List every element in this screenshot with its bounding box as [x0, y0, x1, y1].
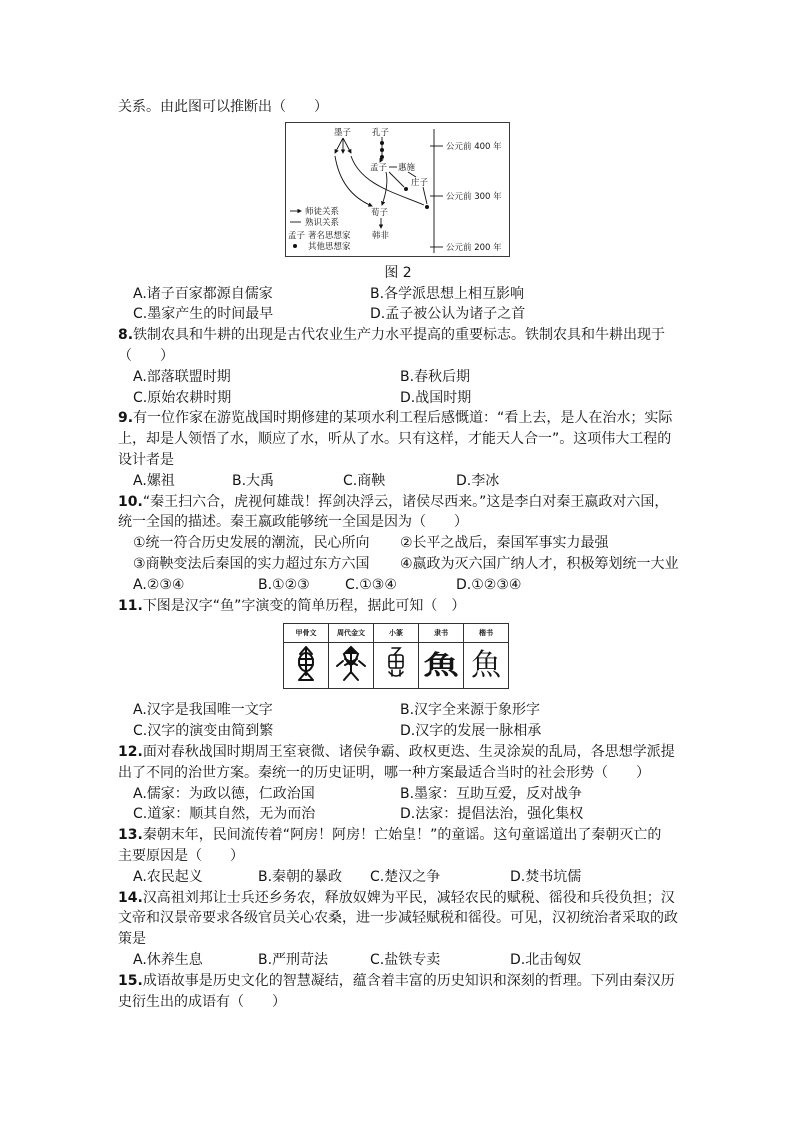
figure-2-thinkers-diagram: [285, 122, 510, 257]
q9-line-1: [118, 408, 718, 429]
q14-option-a: A.休养生息: [133, 951, 203, 968]
legend-teacher-student: 师徒关系: [305, 206, 340, 217]
other-thinker-dots: [380, 141, 429, 209]
zhuangzi-to-other-line: [423, 187, 427, 204]
q10-option-b: B.①②③: [258, 576, 310, 593]
legend-acquaintance: 熟识关系: [305, 217, 340, 228]
thinkers-relationship-svg: [286, 123, 509, 256]
other-thinker-dot: [380, 155, 384, 159]
thinker-hanfei: 韩非: [372, 230, 390, 241]
q12-option-d: D.法家：提倡法治，强化集权: [400, 806, 584, 823]
q11-options-row-1: [118, 700, 718, 721]
q11-option-a: A.汉字是我国唯一文字: [133, 702, 273, 719]
q13-line-2: 主要原因是（ ）: [118, 847, 244, 864]
q10-statement-1: ①统一符合历史发展的潮流，民心所向: [133, 535, 370, 552]
mozi-student-arrow-3: [343, 138, 351, 153]
other-thinker-dot: [380, 141, 384, 145]
header-regular: 楷书: [464, 624, 509, 643]
table-glyph-row: [284, 643, 509, 689]
q13-option-c: C.楚汉之争: [370, 868, 441, 885]
q11-options-row-2: [118, 721, 718, 742]
q10-line-2: 统一全国的描述。秦王嬴政能够统一全国是因为（ ）: [118, 514, 468, 531]
q12-option-b: B.墨家：互助互爱，反对战争: [400, 785, 583, 802]
q13-options-row: [118, 867, 718, 888]
q11-option-d: D.汉字的发展一脉相承: [400, 723, 542, 740]
q7-option-b: B.各学派思想上相互影响: [370, 285, 525, 302]
legend-other: 其他思想家: [308, 241, 351, 252]
q13-option-d: D.焚书坑儒: [510, 868, 582, 885]
table-header-row: [284, 624, 509, 643]
timeline-label-200bc: 公元前 200 年: [446, 242, 502, 253]
q14-option-d: D.北击匈奴: [510, 951, 582, 968]
q9-option-a: A.嫘祖: [133, 472, 175, 489]
q14-options-row: [118, 950, 718, 971]
q14-option-b: B.严刑苛法: [258, 951, 329, 968]
thinker-mengzi: 孟子: [370, 162, 388, 173]
q9-text-1: 有一位作家在游览战国时期修建的某项水利工程后感慨道：“看上去，是人在治水；实际: [133, 410, 673, 427]
q13-option-a: A.农民起义: [133, 868, 203, 885]
q8-line-2: （ ）: [118, 347, 174, 364]
q13-number: 13.: [118, 827, 143, 844]
legend-famous: 著名思想家: [308, 230, 351, 241]
figure-legend: [288, 206, 351, 252]
oracle-bone-cell: [284, 643, 329, 689]
q10-statements-row-2: [118, 554, 718, 575]
q9-line-2: 上，却是人领悟了水，顺应了水，听从了水。只有这样，才能天人合一”。这项伟大工程的: [118, 431, 672, 448]
q14-line-1: [118, 888, 718, 909]
mengzi-to-other-line: [389, 172, 404, 187]
oracle-bone-fish-glyph: [291, 645, 321, 683]
q12-options-row-2: [118, 804, 718, 825]
fish-character-evolution-table: [283, 623, 509, 689]
q13-option-b: B.秦朝的暴政: [258, 868, 343, 885]
q12-option-c: C.道家：顺其自然，无为而治: [133, 806, 316, 823]
q10-text-1: “秦王扫六合，虎视何雄哉！挥剑决浮云，诸侯尽西来。”这是李白对秦王嬴政对六国，: [142, 493, 669, 510]
q11-line-1: [118, 596, 718, 617]
q8-option-d: D.战国时期: [400, 389, 472, 406]
q10-option-d: D.①②③④: [456, 576, 522, 593]
q14-option-c: C.盐铁专卖: [370, 951, 441, 968]
q9-option-b: B.大禹: [232, 472, 275, 489]
bronze-fish-glyph: [335, 645, 367, 683]
header-clerical: 隶书: [419, 624, 464, 643]
q8-text-1: 铁制农具和牛耕的出现是古代农业生产力水平提高的重要标志。铁制农具和牛耕出现于: [133, 327, 666, 344]
other-thinker-dot: [425, 205, 429, 209]
thinker-huishi: 惠施: [398, 162, 416, 173]
legend-dot-icon: [293, 244, 297, 248]
timeline-label-400bc: 公元前 400 年: [446, 141, 502, 152]
q10-statements-row-1: [118, 533, 718, 554]
q12-line-1: [118, 742, 718, 763]
q10-option-c: C.①③④: [345, 576, 397, 593]
q10-options-row: [118, 575, 718, 596]
q13-text-1: 秦朝末年，民间流传着“阿房！阿房！亡始皇！”的童谣。这句童谣道出了秦朝灭亡的: [142, 827, 662, 844]
q11-option-c: C.汉字的演变由简到繁: [133, 723, 274, 740]
other-thinker-dot: [380, 148, 384, 152]
q11-number: 11.: [118, 597, 143, 614]
q10-statement-2: ②长平之战后，秦国军事实力最强: [400, 535, 609, 552]
timeline-label-300bc: 公元前 300 年: [446, 191, 502, 202]
q12-line-2: 出了不同的治世方案。秦统一的历史证明，哪一种方案最适合当时的社会形势（ ）: [118, 764, 650, 781]
q8-line-1: [118, 325, 718, 346]
q9-number: 9.: [118, 410, 134, 427]
q13-line-1: [118, 825, 718, 846]
q14-line-2: 文帝和汉景帝要求各级官员关心农桑，进一步减轻赋税和徭役。可见，汉初统治者采取的政: [118, 910, 678, 927]
mozi-to-xunzi-curve: [335, 156, 372, 206]
q14-line-3: 策是: [118, 931, 146, 948]
q8-option-b: B.春秋后期: [400, 368, 471, 385]
mozi-student-arrow-1: [335, 138, 343, 153]
q7-stem-tail: 关系。由此图可以推断出（ ）: [118, 99, 328, 115]
q10-option-a: A.②③④: [133, 576, 185, 593]
q7-option-d: D.孟子被公认为诸子之首: [370, 306, 526, 323]
other-thinker-dot: [404, 187, 408, 191]
small-seal-cell: [374, 643, 419, 689]
thinker-mozi: 墨子: [334, 127, 352, 138]
q10-statement-4: ④嬴政为灭六国广纳人才，积极筹划统一大业: [400, 555, 679, 572]
timeline-axis: [430, 129, 443, 253]
q7-options-row-1: [118, 284, 718, 305]
thinker-xunzi: 荀子: [371, 207, 389, 218]
q15-number: 15.: [118, 972, 143, 989]
regular-cell: [464, 643, 509, 689]
clerical-cell: [419, 643, 464, 689]
q8-options-row-1: [118, 367, 718, 388]
legend-famous-sample: 孟子: [288, 230, 306, 241]
q12-options-row-1: [118, 784, 718, 805]
header-oracle-bone: 甲骨文: [284, 624, 329, 643]
q9-option-d: D.李冰: [456, 472, 500, 489]
q11-text-1: 下图是汉字“鱼”字演变的简单历程，据此可知（ ）: [142, 597, 466, 614]
q8-number: 8.: [118, 327, 134, 344]
q10-number: 10.: [118, 493, 143, 510]
q7-option-a: A.诸子百家都源自儒家: [133, 285, 273, 302]
regular-fish-glyph: 魚: [471, 647, 501, 683]
clerical-fish-glyph: 魚: [423, 650, 459, 681]
figure-2-caption: 图 2: [384, 264, 412, 281]
q11-option-b: B.汉字全来源于象形字: [400, 702, 541, 719]
header-bronze: 周代金文: [329, 624, 374, 643]
thinker-kongzi: 孔子: [372, 127, 390, 138]
q12-option-a: A.儒家：为政以德，仁政治国: [133, 785, 315, 802]
exam-content: [118, 97, 718, 1012]
q8-option-a: A.部落联盟时期: [133, 368, 231, 385]
q15-line-1: [118, 971, 718, 992]
q9-line-3: 设计者是: [118, 451, 174, 468]
q7-option-c: C.墨家产生的时间最早: [133, 306, 274, 323]
q15-text-1: 成语故事是历史文化的智慧凝结，蕴含着丰富的历史知识和深刻的哲理。下列由秦汉历: [142, 972, 675, 989]
q7-options-row-2: [118, 304, 718, 325]
q15-line-2: 史衍生出的成语有（ ）: [118, 993, 286, 1010]
q12-text-1: 面对春秋战国时期周王室衰微、诸侯争霸、政权更迭、生灵涂炭的乱局，各思想学派提: [142, 743, 675, 760]
q9-option-c: C.商鞅: [343, 472, 386, 489]
q14-text-1: 汉高祖刘邦让士兵还乡务农，释放奴婢为平民，减轻农民的赋税、徭役和兵役负担；汉: [142, 889, 675, 906]
q8-option-c: C.原始农耕时期: [133, 389, 232, 406]
thinker-zhuangzi: 庄子: [411, 177, 429, 188]
q8-options-row-2: [118, 388, 718, 409]
header-small-seal: 小篆: [374, 624, 419, 643]
q12-number: 12.: [118, 743, 143, 760]
small-seal-fish-glyph: [381, 645, 411, 683]
q14-number: 14.: [118, 889, 143, 906]
q10-statement-3: ③商鞅变法后秦国的实力超过东方六国: [133, 555, 370, 572]
bronze-cell: [329, 643, 374, 689]
q10-line-1: [118, 492, 718, 513]
q9-options-row: [118, 471, 718, 492]
